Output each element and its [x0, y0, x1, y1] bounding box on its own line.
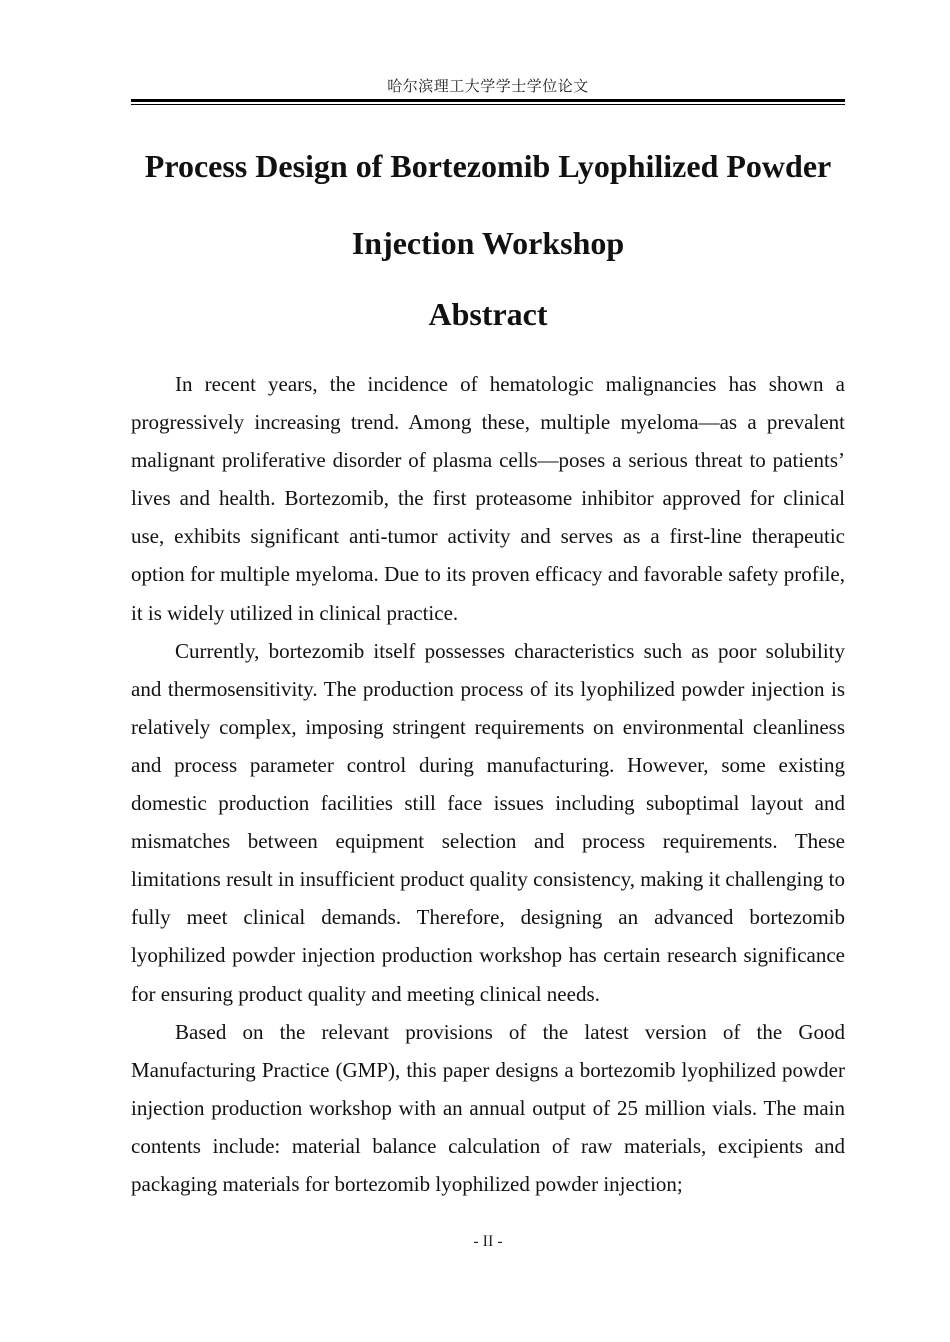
abstract-paragraph-3: Based on the relevant provisions of the latest version of the Good Manufacturing Practice (GMP), this paper designs a bortezomib lyophilized powder injection production workshop with an annual output of 25 million vials. The main contents include: material balance calculation of raw materials, excipients and packaging materials for bortezomib lyophilized powder injection;	[131, 1019, 845, 1196]
page-number: - II -	[473, 1233, 503, 1250]
thesis-title: Process Design of Bortezomib Lyophilized Powder Injection Workshop	[144, 148, 832, 261]
abstract-body	[131, 365, 845, 1203]
abstract-heading: Abstract	[428, 296, 548, 332]
abstract-paragraph-1: In recent years, the incidence of hematologic malignancies has shown a progressively increasing trend. Among these, multiple myeloma—as a prevalent malignant proliferative disorder of plasma cells—poses a serious threat to patients’ lives and health. Bortezomib, the first proteasome inhibitor approved for clinical use, exhibits significant anti-tumor activity and serves as a first-line therapeutic option for multiple myeloma. Due to its proven efficacy and favorable safety profile, it is widely utilized in clinical practice.	[131, 372, 845, 625]
abstract-paragraph-2: Currently, bortezomib itself possesses characteristics such as poor solubility and thermosensitivity. The production process of its lyophilized powder injection is relatively complex, imposing stringent requirements on environmental cleanliness and process parameter control during manufacturing. However, some existing domestic production facilities still face issues including suboptimal layout and mismatches between equipment selection and process requirements. These limitations result in insufficient product quality consistency, making it challenging to fully meet clinical demands. Therefore, designing an advanced bortezomib lyophilized powder injection production workshop has certain research significance for ensuring product quality and meeting clinical needs.	[131, 638, 845, 1006]
running-header: 哈尔滨理工大学学士学位论文	[387, 79, 589, 95]
header-rule-thick	[131, 99, 845, 102]
header-rule-thin	[131, 104, 845, 105]
